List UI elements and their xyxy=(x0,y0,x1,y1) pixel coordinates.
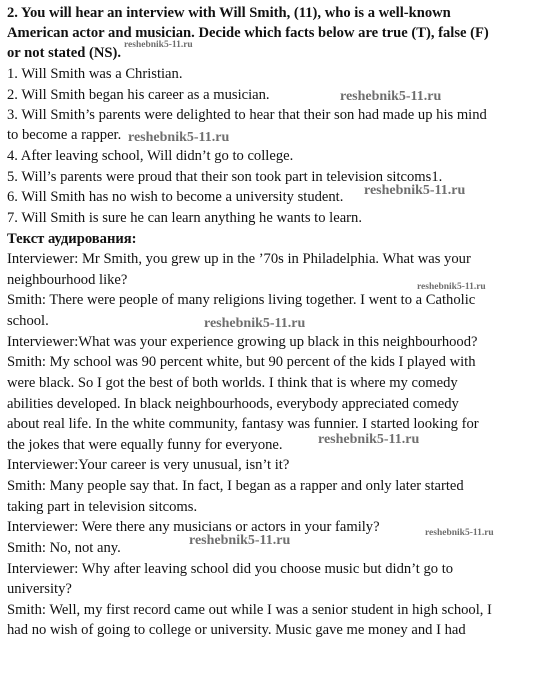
transcript-line: Smith: My school was 90 percent white, but 90 percent of the kids I played with xyxy=(7,354,476,370)
transcript-line: abilities developed. In black neighbourhoods, everybody appreciated comedy xyxy=(7,396,459,412)
transcript-line: Interviewer:What was your experience growing up black in this neighbourhood? xyxy=(7,334,478,350)
watermark: reshebnik5-11.ru xyxy=(128,130,230,145)
transcript-line: about real life. In the white community, fantasy was funnier. I started looking for xyxy=(7,416,479,432)
statement-1: 1. Will Smith was a Christian. xyxy=(7,66,183,82)
statement-7: 7. Will Smith is sure he can learn anything he wants to learn. xyxy=(7,210,362,226)
transcript-line: Smith: Many people say that. In fact, I began as a rapper and only later started xyxy=(7,478,464,494)
watermark: reshebnik5-11.ru xyxy=(124,40,193,50)
watermark: reshebnik5-11.ru xyxy=(189,533,291,548)
transcript-line: Interviewer: Why after leaving school did you choose music but didn’t go to xyxy=(7,561,454,577)
statement-5: 5. Will’s parents were proud that their son took part in television sitcoms1. xyxy=(7,169,443,185)
task-heading-line-3: or not stated (NS). xyxy=(7,45,122,61)
statement-3-continued: to become a rapper. xyxy=(7,127,122,143)
watermark: reshebnik5-11.ru xyxy=(417,282,486,292)
watermark: reshebnik5-11.ru xyxy=(340,89,442,104)
transcript-line: were black. So I got the best of both worlds. I think that is where my comedy xyxy=(7,375,458,391)
transcript-line: neighbourhood like? xyxy=(7,272,128,288)
watermark: reshebnik5-11.ru xyxy=(318,432,420,447)
statement-6: 6. Will Smith has no wish to become a university student. xyxy=(7,189,344,205)
transcript-line: taking part in television sitcoms. xyxy=(7,499,198,515)
statement-2: 2. Will Smith began his career as a musician. xyxy=(7,87,270,103)
transcript-line: Interviewer: Were there any musicians or actors in your family? xyxy=(7,519,380,535)
transcript-line: Smith: Well, my first record came out while I was a senior student in high school, I xyxy=(7,602,492,618)
statement-3: 3. Will Smith’s parents were delighted to hear that their son had made up his mind xyxy=(7,107,487,123)
statement-4: 4. After leaving school, Will didn’t go to college. xyxy=(7,148,294,164)
transcript-line: the jokes that were equally funny for everyone. xyxy=(7,437,283,453)
transcript-line: school. xyxy=(7,313,49,329)
transcript-line: Smith: No, not any. xyxy=(7,540,121,556)
task-heading-line-1: 2. You will hear an interview with Will Smith, (11), who is a well-known xyxy=(7,5,451,21)
transcript-line: university? xyxy=(7,581,72,597)
transcript-line: Interviewer: Mr Smith, you grew up in the ’70s in Philadelphia. What was your xyxy=(7,251,471,267)
watermark: reshebnik5-11.ru xyxy=(425,528,494,538)
watermark: reshebnik5-11.ru xyxy=(204,316,306,331)
transcript-line: Smith: There were people of many religions living together. I went to a Catholic xyxy=(7,292,476,308)
transcript-line: Interviewer:Your career is very unusual, isn’t it? xyxy=(7,457,290,473)
watermark: reshebnik5-11.ru xyxy=(364,183,466,198)
transcript-heading: Текст аудирования: xyxy=(7,231,137,247)
task-heading-line-2: American actor and musician. Decide which facts below are true (T), false (F) xyxy=(7,25,489,41)
transcript-line: had no wish of going to college or university. Music gave me money and I had xyxy=(7,622,466,638)
